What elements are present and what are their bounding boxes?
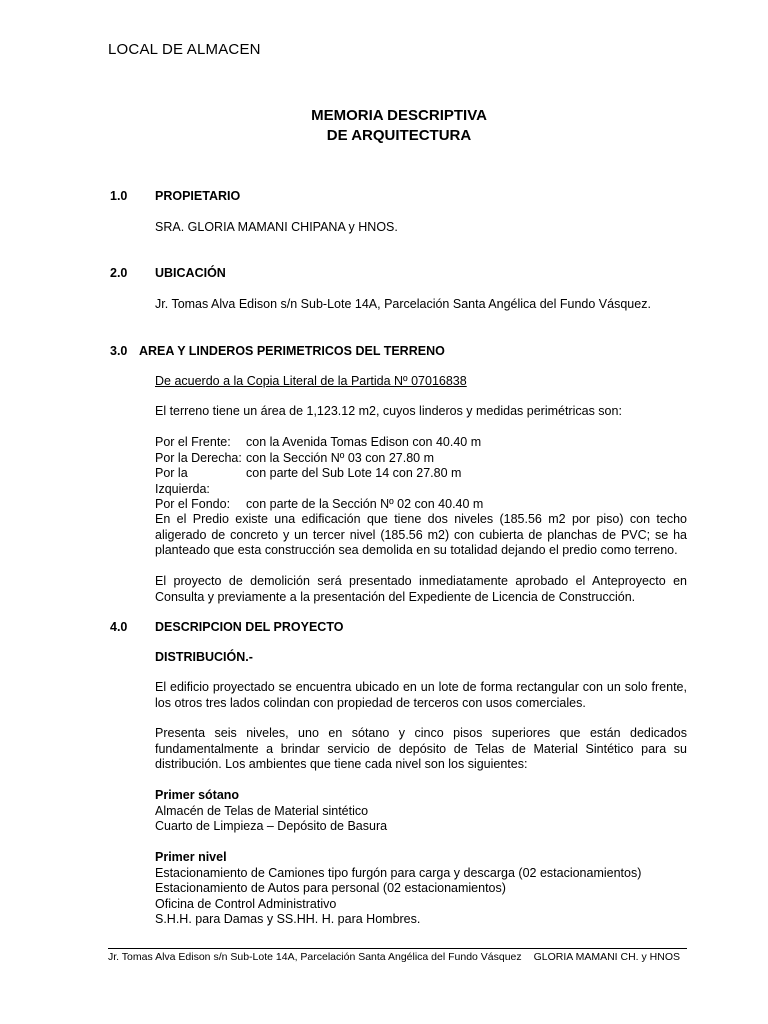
section-1-number: 1.0 <box>110 189 128 203</box>
demolition-paragraph: El proyecto de demolición será presentado inmediatamente aprobado el Anteproyecto en Consulta y previamente a la presentación del Expediente de Licencia de Construcción. <box>155 574 687 604</box>
footer-address: Jr. Tomas Alva Edison s/n Sub-Lote 14A, Parcelación Santa Angélica del Fundo Vásquez <box>108 951 522 963</box>
boundary-desc: con parte de la Sección Nº 02 con 40.40 m <box>246 497 484 511</box>
boundary-side: Por el Fondo: <box>155 497 231 511</box>
boundary-side: Por el Frente: <box>155 435 231 449</box>
lot-description-paragraph: El edificio proyectado se encuentra ubicado en un lote de forma rectangular con un solo frente, los otros tres lados colindan con propiedad de terceros con usos comerciales. <box>155 680 687 710</box>
boundary-desc: con la Sección Nº 03 con 27.80 m <box>246 450 435 465</box>
document-header: LOCAL DE ALMACEN <box>108 41 261 58</box>
section-1-heading: PROPIETARIO <box>155 189 241 203</box>
boundary-desc: con la Avenida Tomas Edison con 40.40 m <box>246 435 482 449</box>
location-address: Jr. Tomas Alva Edison s/n Sub-Lote 14A, Parcelación Santa Angélica del Fundo Vásquez. <box>155 297 651 311</box>
section-2-number: 2.0 <box>110 266 128 280</box>
boundary-desc: con parte del Sub Lote 14 con 27.80 m <box>246 466 462 480</box>
list-item: Oficina de Control Administrativo <box>155 896 337 911</box>
boundaries-list <box>155 435 483 513</box>
levels-paragraph: Presenta seis niveles, uno en sótano y cinco pisos superiores que están dedicados fundamentalmente a brindar servicio de depósito de Telas de Material Sintético para su distribución. Los ambientes que tiene cada nivel son los siguientes: <box>155 726 687 771</box>
section-3-number: 3.0 <box>110 344 128 358</box>
footer-owner: GLORIA MAMANI CH. y HNOS <box>533 951 681 963</box>
boundary-side: Por la Derecha: <box>155 450 242 465</box>
boundary-row <box>155 497 483 513</box>
list-item: Almacén de Telas de Material sintético <box>155 803 369 818</box>
first-level-heading: Primer nivel <box>155 850 227 864</box>
section-4-number: 4.0 <box>110 620 128 634</box>
owner-name: SRA. GLORIA MAMANI CHIPANA y HNOS. <box>155 220 398 234</box>
land-area-intro: El terreno tiene un área de 1,123.12 m2, cuyos linderos y medidas perimétricas son: <box>155 404 622 418</box>
list-item: Cuarto de Limpieza – Depósito de Basura <box>155 819 388 833</box>
basement-heading: Primer sótano <box>155 788 240 802</box>
boundary-row <box>155 466 483 497</box>
list-item: Estacionamiento de Camiones tipo furgón para carga y descarga (02 estacionamientos) <box>155 865 642 880</box>
boundary-row <box>155 435 483 451</box>
basement-block <box>155 788 387 835</box>
section-3-heading: AREA Y LINDEROS PERIMETRICOS DEL TERRENO <box>139 344 445 358</box>
list-item: Estacionamiento de Autos para personal (02 estacionamientos) <box>155 881 506 895</box>
footer-divider <box>108 948 687 949</box>
document-title <box>0 106 768 146</box>
section-4-heading: DESCRIPCION DEL PROYECTO <box>155 620 344 634</box>
existing-building-paragraph: En el Predio existe una edificación que tiene dos niveles (185.56 m2 por piso) con techo aligerado de concreto y un tercer nivel (185.56 m2) con cubierta de planchas de PVC; se ha planteado que esta construcción sea demolida en su totalidad dejando el predio como terreno. <box>155 512 687 557</box>
boundary-side: Por la Izquierda: <box>155 466 210 496</box>
list-item: S.H.H. para Damas y SS.HH. H. para Hombres. <box>155 912 421 926</box>
first-level-block <box>155 850 641 928</box>
title-line-1: MEMORIA DESCRIPTIVA <box>311 107 487 124</box>
section-2-heading: UBICACIÓN <box>155 266 226 280</box>
distribution-subheading: DISTRIBUCIÓN.- <box>155 650 253 664</box>
title-line-2: DE ARQUITECTURA <box>326 127 472 144</box>
legal-reference: De acuerdo a la Copia Literal de la Partida Nº 07016838 <box>155 374 467 388</box>
boundary-row <box>155 451 483 467</box>
document-footer <box>108 951 698 963</box>
